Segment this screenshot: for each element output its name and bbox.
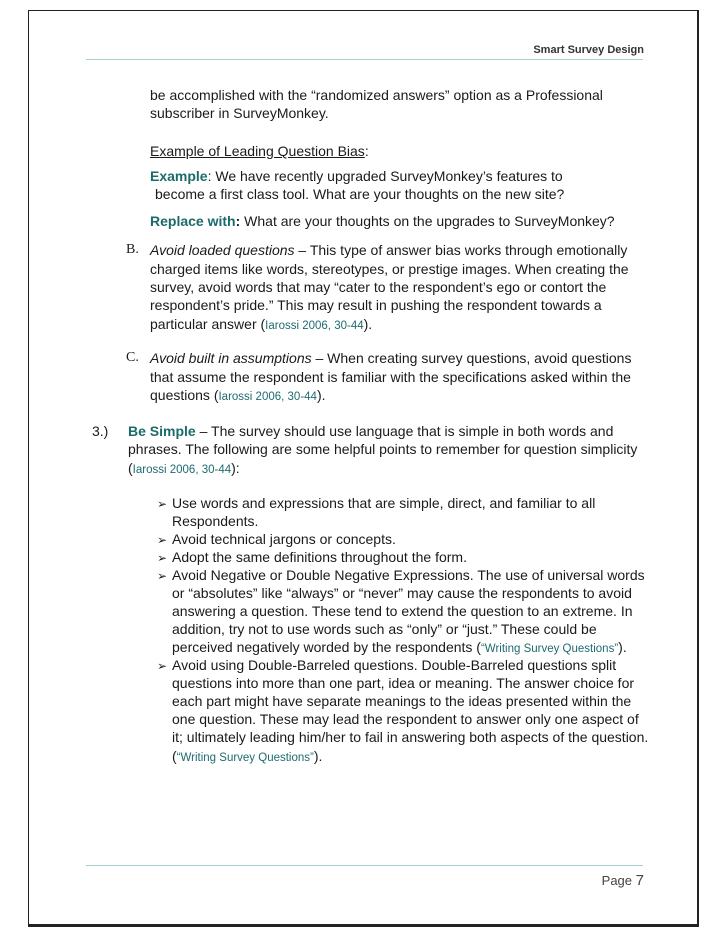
bullet-5-citation: “Writing Survey Questions” xyxy=(176,752,314,764)
bullet-1-line-2: Respondents. xyxy=(172,513,259,529)
example-heading xyxy=(150,142,369,160)
replace-line xyxy=(150,212,615,230)
section-3-citation: Iarossi 2006, 30-44 xyxy=(132,464,232,476)
item-b-text-5: particular answer ( xyxy=(150,316,266,332)
replace-label: Replace with xyxy=(150,213,236,229)
section-3-line-1 xyxy=(128,422,613,440)
page-number: 7 xyxy=(635,872,644,889)
replace-text: What are your thoughts on the upgrades to SurveyMonkey? xyxy=(240,213,615,229)
section-3-line-2: phrases. The following are some helpful points to remember for question simplicity xyxy=(128,441,638,457)
arrow-bullet-icon: ➢ xyxy=(157,551,168,565)
bullet-5-text-6-end: ). xyxy=(313,748,323,764)
bullet-4-citation: “Writing Survey Questions” xyxy=(480,643,619,655)
item-b-line-1 xyxy=(150,241,627,259)
example-line-1 xyxy=(150,167,563,185)
page-label: Page xyxy=(601,873,633,888)
footer-rule xyxy=(86,865,643,866)
item-c-citation: Iarossi 2006, 30-44 xyxy=(218,391,317,403)
replace-colon: : xyxy=(235,213,241,229)
bullet-4-line-1: Avoid Negative or Double Negative Expressions. The use of universal words xyxy=(172,567,645,583)
arrow-bullet-icon: ➢ xyxy=(157,533,168,547)
page-footer xyxy=(602,872,644,889)
example-text-1: : We have recently upgraded SurveyMonkey’s features to xyxy=(207,168,563,184)
bullet-5-line-2: questions into more than one part, idea or meaning. The answer choice for xyxy=(172,675,635,691)
section-3-line-3 xyxy=(128,459,240,479)
bullet-5-text-6: ( xyxy=(172,748,177,764)
section-3-text-1: – The survey should use language that is simple in both words and xyxy=(195,423,614,439)
item-c-text-3-end: ). xyxy=(316,387,326,403)
arrow-bullet-icon: ➢ xyxy=(157,569,168,583)
arrow-bullet-icon: ➢ xyxy=(157,497,168,511)
example-line-2: become a first class tool. What are your thoughts on the new site? xyxy=(155,186,565,202)
section-3-text-3: ( xyxy=(128,460,133,476)
item-b-marker: B. xyxy=(126,242,139,257)
bullet-4-line-5 xyxy=(172,638,627,658)
bullet-4-text-5-end: ). xyxy=(618,639,627,655)
item-c-marker: C. xyxy=(126,350,139,365)
item-c-line-1 xyxy=(150,349,631,367)
bullet-5-line-3: each part might have separate meanings to the ideas presented within the xyxy=(172,693,632,709)
item-c-line-2: that assume the respondent is familiar with the specifications asked within the xyxy=(150,369,631,385)
bullet-2: Avoid technical jargons or concepts. xyxy=(172,531,396,547)
item-b-line-4: respondent’s pride.” This may result in pushing the respondent towards a xyxy=(150,297,602,313)
intro-line-1: be accomplished with the “randomized answers” option as a Professional xyxy=(150,87,603,103)
example-label: Example xyxy=(150,168,208,184)
running-header-title: Smart Survey Design xyxy=(533,44,644,56)
item-b-line-3: survey, avoid words that may “cater to the respondent’s ego or contort the xyxy=(150,279,607,295)
bullet-5-line-6 xyxy=(172,747,322,767)
intro-line-2: subscriber in SurveyMonkey. xyxy=(150,105,329,121)
item-b-line-5 xyxy=(150,315,372,335)
item-b-title: Avoid loaded questions xyxy=(150,242,295,258)
item-b-citation: Iarossi 2006, 30-44 xyxy=(265,320,364,332)
bullet-4-line-4: addition, try not to use words such as “only” or “just.” These could be xyxy=(172,621,597,637)
bullet-5-line-5: it; ultimately leading him/her to fail in answering both aspects of the question. xyxy=(172,729,649,745)
section-3-text-3-end: ): xyxy=(231,460,240,476)
bullet-4-line-2: or “absolutes” like “always” or “never” may cause the respondents to avoid xyxy=(172,585,632,601)
item-c-line-3 xyxy=(150,386,326,406)
bullet-3: Adopt the same definitions throughout the form. xyxy=(172,549,467,565)
bullet-5-line-4: one question. These may lead the respondent to answer only one aspect of xyxy=(172,711,639,727)
bullet-5-line-1: Avoid using Double-Barreled questions. Double-Barreled questions split xyxy=(172,657,617,673)
arrow-bullet-icon: ➢ xyxy=(157,659,168,673)
section-3-number: 3.) xyxy=(92,423,109,439)
header-rule xyxy=(86,59,643,60)
bullet-4-line-3: answering a question. These tend to extend the question to an extreme. In xyxy=(172,603,633,619)
item-c-text-3: questions ( xyxy=(150,387,219,403)
item-c-text-1: – When creating survey questions, avoid questions xyxy=(311,350,632,366)
item-b-text-1: – This type of answer bias works through emotionally xyxy=(294,242,628,258)
item-b-text-5-end: ). xyxy=(363,316,373,332)
item-c-title: Avoid built in assumptions xyxy=(150,350,312,366)
item-b-line-2: charged items like words, stereotypes, or prestige images. When creating the xyxy=(150,261,629,277)
bullet-1-line-1: Use words and expressions that are simple, direct, and familiar to all xyxy=(172,495,596,511)
section-3-title: Be Simple xyxy=(128,423,196,439)
example-heading-colon: : xyxy=(364,143,369,159)
example-heading-text: Example of Leading Question Bias xyxy=(150,143,365,159)
bullet-4-text-5: perceived negatively worded by the respondents ( xyxy=(172,639,481,655)
